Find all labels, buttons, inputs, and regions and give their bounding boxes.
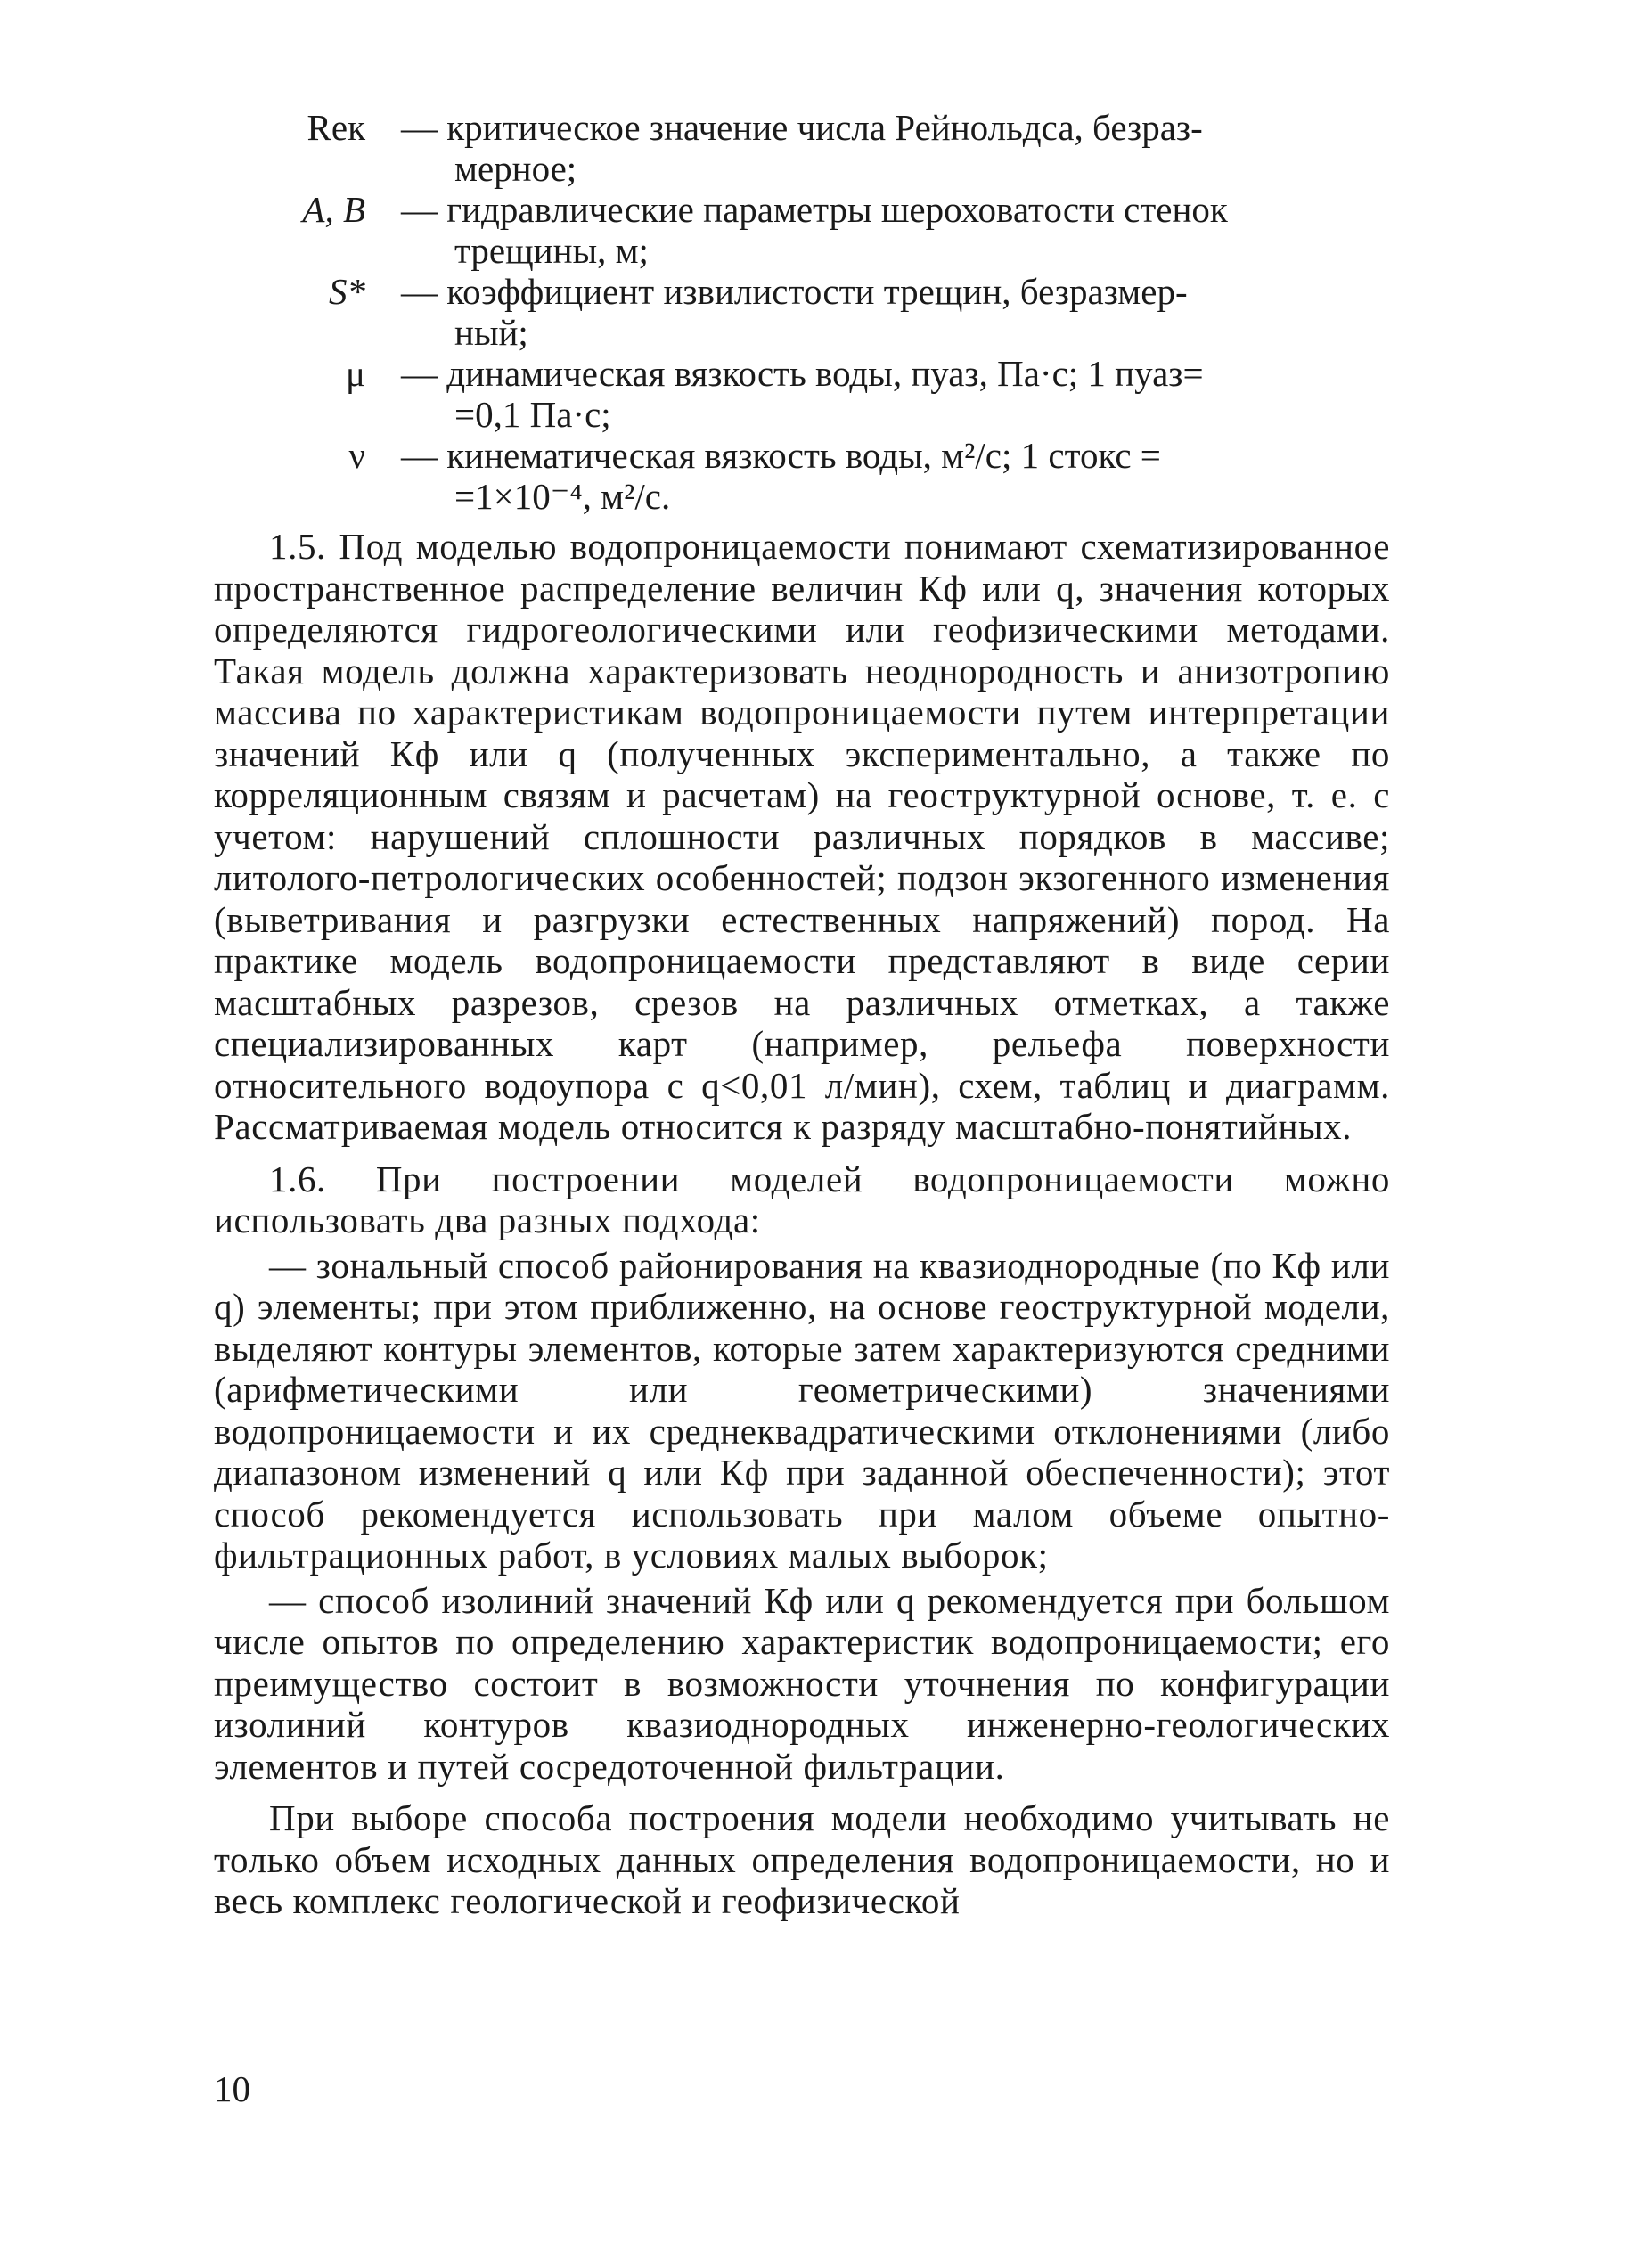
symbol-definitions xyxy=(214,107,1390,517)
definition-line: — коэффициент извилистости трещин, безразмер- xyxy=(401,271,1188,312)
definition-row xyxy=(214,435,1390,517)
definition-continuation: трещины, м; xyxy=(454,230,649,271)
list-item-isoline-method: — способ изолиний значений Кф или q рекомендуется при большом числе опытов по определению характеристик водопроницаемости; его преимущество состоит в возможности уточнения по конфигурации изолиний контуров квазиоднородных инженерно-геологических элементов и путей сосредоточенной фильтрации. xyxy=(214,1579,1390,1787)
definition-line: — гидравлические параметры шероховатости стенок xyxy=(401,189,1228,230)
definition-row xyxy=(214,107,1390,189)
definition-text xyxy=(365,435,1390,517)
list-item-zonal-method: — зональный способ районирования на квазиоднородные (по Кф или q) элементы; при этом приближенно, на основе геоструктурной модели, выделяют контуры элементов, которые затем характеризуются средними (арифметическими или геометрическими) значениями водопроницаемости и их среднеквадратическими отклонениями (либо диапазоном изменений q или Кф при заданной обеспеченности); этот способ рекомендуется использовать при малом объеме опытно-фильтрационных работ, в условиях малых выборок; xyxy=(214,1244,1390,1576)
definition-row xyxy=(214,353,1390,435)
definition-line: — критическое значение числа Рейнольдса, безраз- xyxy=(401,107,1203,148)
definition-symbol: Reк xyxy=(307,107,365,148)
definition-continuation: =1×10⁻⁴, м²/с. xyxy=(454,476,671,517)
definition-symbol: A, B xyxy=(302,189,365,230)
definition-text xyxy=(365,271,1390,353)
definition-text xyxy=(365,107,1390,189)
definition-continuation: ный; xyxy=(454,312,528,353)
definition-continuation: мерное; xyxy=(454,148,577,189)
definition-row xyxy=(214,189,1390,271)
definition-line: — кинематическая вязкость воды, м²/с; 1 стокс = xyxy=(401,435,1161,476)
paragraph-1-5: 1.5. Под моделью водопроницаемости понимают схематизированное пространственное распределение величин Кф или q, значения которых определяются гидрогеологическими или геофизическими методами. Такая модель должна характеризовать неоднородность и анизотропию массива по характеристикам водопроницаемости путем интерпретации значений Кф или q (полученных экспериментально, а также по корреляционным связям и расчетам) на геоструктурной основе, т. е. с учетом: нарушений сплошности различных порядков в массиве; литолого-петрологических особенностей; подзон экзогенного изменения (выветривания и разгрузки естественных напряжений) пород. На практике модель водопроницаемости представляют в виде серии масштабных разрезов, срезов на различных отметках, а также специализированных карт (например, рельефа поверхности относительного водоупора с q<0,01 л/мин), схем, таблиц и диаграмм. Рассматриваемая модель относится к разряду масштабно-понятийных. xyxy=(214,526,1390,1147)
definition-symbol: S* xyxy=(329,271,365,312)
definition-text xyxy=(365,189,1390,271)
page-number: 10 xyxy=(214,2068,250,2109)
definition-symbol: ν xyxy=(348,435,365,476)
definition-line: — динамическая вязкость воды, пуаз, Па·с; 1 пуаз= xyxy=(401,353,1204,394)
paragraph-1-6: 1.6. При построении моделей водопроницаемости можно использовать два разных подхода: xyxy=(214,1158,1390,1240)
definition-continuation: =0,1 Па·с; xyxy=(454,394,611,435)
definition-text xyxy=(365,353,1390,435)
document-page xyxy=(214,107,1390,1922)
definition-symbol: μ xyxy=(346,353,365,394)
paragraph-method-choice: При выборе способа построения модели необходимо учитывать не только объем исходных данных определения водопроницаемости, но и весь комплекс геологической и геофизической xyxy=(214,1797,1390,1921)
definition-row xyxy=(214,271,1390,353)
